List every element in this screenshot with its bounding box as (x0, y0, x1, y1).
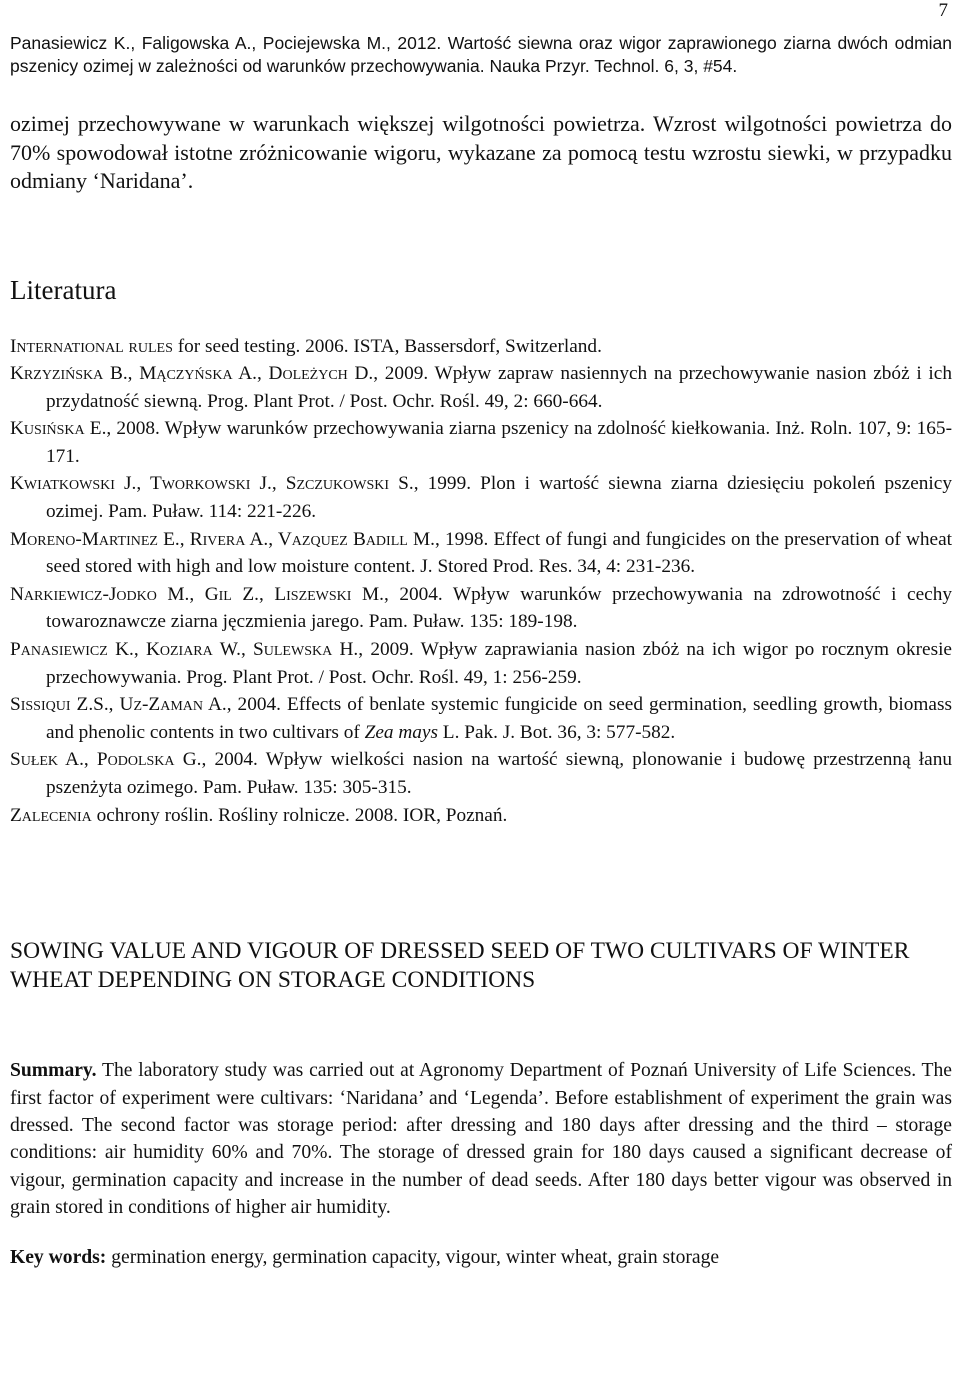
reference-item (10, 360, 952, 415)
reference-text: , 2004. Effects of benlate systemic fungicide on seed germination, seedling growth, biomass and phenolic contents in two cultivars of (46, 694, 952, 743)
reference-text: , 1998. Effect of fungi and fungicides on the preservation of wheat seed stored with high and low moisture content. J. Stored Prod. Res. 34, 4: 231-236. (46, 528, 952, 578)
reference-item (10, 526, 952, 581)
reference-item (10, 581, 952, 636)
keywords-label: Key words: (10, 1246, 107, 1268)
reference-authors: International rules (10, 335, 173, 357)
reference-text: , 2008. Wpływ warunków przechowywania ziarna pszenicy na zdolność kiełkowania. Inż. Roln. 107, 9: 165-171. (46, 418, 952, 467)
reference-text: for seed testing. 2006. ISTA, Bassersdorf, Switzerland. (172, 335, 602, 357)
reference-text: ochrony roślin. Rośliny rolnicze. 2008. IOR, Poznań. (91, 804, 508, 826)
summary-label: Summary. (10, 1060, 97, 1082)
reference-text: , 2009. Wpływ zapraw nasiennych na przechowywanie nasion zbóż i ich przydatność siewną. Prog. Plant Prot. / Post. Ochr. Rośl. 49, 2: 660-664. (46, 363, 952, 412)
reference-item (10, 802, 952, 830)
reference-text-after: L. Pak. J. Bot. 36, 3: 577-582. (437, 721, 676, 743)
keywords-text: germination energy, germination capacity, vigour, winter wheat, grain storage (106, 1246, 720, 1268)
page-number: 7 (938, 0, 948, 21)
summary-text: The laboratory study was carried out at Agronomy Department of Poznań University of Life Sciences. The first factor of experiment were cultivars: ‘Naridana’ and ‘Legenda’. Before establishment of experiment the grain was dressed. The second factor was storage period: after dressing and 180 days after dressing and the third – storage conditions: air humidity 60% and 70%. The storage of dressed grain for 180 days caused a significant decrease of vigour, germination capacity and increase in the number of dead seeds. After 180 days better vigour was observed in grain stored in conditions of higher air humidity. (10, 1060, 952, 1219)
reference-text: , 2004. Wpływ warunków przechowywania na zdrowotność i cechy towaroznawcze ziarna jęczmienia jarego. Pam. Puław. 135: 189-198. (46, 583, 952, 633)
reference-list (10, 333, 952, 830)
reference-authors: Sułek A., Podolska G. (10, 749, 202, 771)
keywords-line (10, 1244, 952, 1271)
reference-authors: Zalecenia (10, 804, 92, 826)
reference-authors: Krzyzińska B., Mączyńska A., Doleżych D. (10, 363, 374, 385)
reference-item (10, 415, 952, 470)
reference-text: , 2009. Wpływ zaprawiania nasion zbóż na ich wigor po rocznym okresie przechowywania. Prog. Plant Prot. / Post. Ochr. Rośl. 49, 1: 256-259. (46, 639, 952, 688)
reference-authors: Panasiewicz K., Koziara W., Sulewska H. (10, 639, 359, 661)
literature-heading: Literatura (10, 274, 117, 305)
reference-item (10, 636, 952, 691)
reference-item (10, 470, 952, 525)
reference-item (10, 691, 952, 746)
reference-item (10, 746, 952, 801)
reference-authors: Moreno-Martinez E., Rivera A., Vazquez Badill M. (10, 528, 435, 550)
reference-authors: Sissiqui Z.S., Uz-Zaman A. (10, 694, 227, 716)
reference-authors: Kusińska E. (10, 418, 107, 440)
reference-item (10, 333, 952, 361)
reference-authors: Kwiatkowski J., Tworkowski J., Szczukowski S. (10, 473, 414, 495)
species-name: Zea mays (364, 721, 438, 743)
page-content (10, 0, 952, 1271)
summary-paragraph (10, 1057, 952, 1221)
reference-text: , 2004. Wpływ wielkości nasion na wartość siewną, plonowanie i budowę przestrzenną łanu pszenżyta ozimego. Pam. Puław. 135: 305-315. (46, 749, 953, 798)
intro-paragraph: ozimej przechowywane w warunkach większej wilgotności powietrza. Wzrost wilgotności powietrza do 70% spowodował istotne zróżnicowanie wigoru, wykazane za pomocą testu wzrostu siewki, w przypadku odmiany ‘Naridana’. (10, 111, 952, 193)
english-title: SOWING VALUE AND VIGOUR OF DRESSED SEED OF TWO CULTIVARS OF WINTER WHEAT DEPENDING ON STORAGE CONDITIONS (10, 938, 910, 994)
reference-authors: Narkiewicz-Jodko M., Gil Z., Liszewski M. (10, 583, 384, 605)
reference-text: , 1999. Plon i wartość siewna ziarna dziesięciu pokoleń pszenicy ozimej. Pam. Puław. 114: 221-226. (46, 473, 952, 523)
citation-header: Panasiewicz K., Faligowska A., Pociejewska M., 2012. Wartość siewna oraz wigor zaprawionego ziarna dwóch odmian pszenicy ozimej w zależności od warunków przechowywania. Nauka Przyr. Technol. 6, 3, #54. (10, 33, 952, 76)
